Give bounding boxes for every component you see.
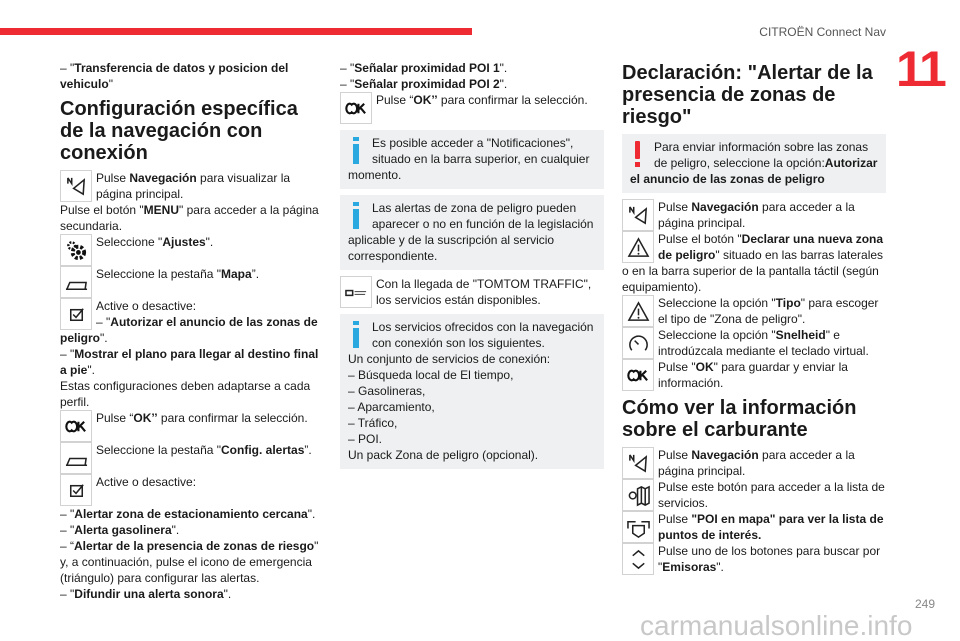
paragraph [60,522,324,538]
column-2 [340,60,604,475]
text-run: ". [307,507,316,521]
warning-note [622,134,886,193]
info-note [340,130,604,189]
text-run: – " [60,347,75,361]
paragraph [340,60,604,76]
text-run: – Gasolineras, [348,384,426,398]
bold-text: Alerta gasolinera [74,523,172,537]
text-run: ". [499,77,508,91]
gear-icon [60,234,92,266]
navigation-icon [622,199,654,231]
page-number: 249 [915,597,936,611]
text-run: Para enviar información sobre las zonas de peligro, seleccione la opción: [654,140,869,170]
text-run: Estas configuraciones deben adaptarse a cada perfil. [60,379,311,409]
ok-icon [60,410,92,442]
tab-icon [60,266,92,298]
navigation-icon [622,447,654,479]
text-run: ". [87,363,95,377]
bold-text: Alertar de la presencia de zonas de riesgo [74,539,315,553]
paragraph [60,346,324,378]
text-run: para confirmar la selección. [157,411,308,425]
info-icon [348,200,366,230]
instruction-step [622,447,886,479]
paragraph [60,506,324,522]
paragraph [60,538,324,586]
text-run: Pulse [96,171,130,185]
bold-text: Emisoras [662,560,717,574]
bold-text: Config. alertas [221,443,305,457]
warning-icon [622,231,654,263]
text-run: " para guardar y enviar la información. [658,360,848,390]
text-run: Pulse el botón " [658,232,742,246]
text-run: Un pack Zona de peligro (opcional). [348,448,539,462]
speedometer-icon [622,327,654,359]
instruction-step [622,295,886,327]
instruction-step [622,359,886,391]
info-note [340,314,604,469]
text-run: Pulse “ [96,411,134,425]
paragraph [60,586,324,602]
bold-text: Alertar zona de estacionamiento cercana [74,507,308,521]
instruction-step [622,199,886,231]
checkbox-icon [60,474,92,506]
chapter-number: 11 [896,41,945,97]
bold-text: Autorizar el anuncio de las zonas de peligro [60,315,318,345]
text-run: ”. [304,443,312,457]
bold-text: OK’’ [133,411,158,425]
text-run: Seleccione " [96,235,163,249]
instruction-step [60,442,324,474]
text-run: Seleccione la pestaña " [96,267,222,281]
text-run: Seleccione la opción " [658,328,776,342]
text-run: Seleccione la opción " [658,296,776,310]
bold-text: "POI en mapa" para ver la lista de puntos de interés. [658,512,884,542]
text-run: Un conjunto de servicios de conexión: [348,352,551,366]
paragraph [60,378,324,410]
instruction-step [60,298,324,346]
warning-icon [622,295,654,327]
text-run: – " [60,587,75,601]
text-run: Seleccione la pestaña " [96,443,222,457]
checkbox-icon [60,298,92,330]
instruction-step [60,474,324,506]
text-run: para visualizar la página principal. [96,171,291,201]
text-run: " y, a continuación, pulse el icono de emergencia (triángulo) para configurar las alertas. [60,539,319,585]
text-run: Active o desactive: [96,299,197,313]
text-run: – " [340,77,355,91]
bold-text: Declaración: "Alertar de la presencia de zonas de riesgo" [622,62,873,128]
text-run: para acceder a la página principal. [658,200,855,230]
section-heading [622,62,886,128]
bold-text: Señalar proximidad POI 2 [354,77,500,91]
bold-text: Transferencia de datos y posicion del vehiculo [60,61,289,91]
text-run: ". [171,523,180,537]
bold-text: Navegación [129,171,197,185]
instruction-step [60,170,324,202]
bold-text: Snelheid [775,328,826,342]
paragraph [60,60,324,92]
instruction-step [60,410,324,442]
text-run: Pulse “ [376,93,414,107]
text-run: " situado en las barras laterales o en la barra superior de la pantalla táctil (según equipamiento). [622,248,884,294]
bold-text: MENU [143,203,179,217]
text-run: – “ [60,539,75,553]
paragraph [340,76,604,92]
paragraph [60,202,324,234]
column-1 [60,60,324,602]
watermark: carmanualsonline.info [640,610,913,641]
instruction-step [622,543,886,575]
ok-icon [622,359,654,391]
navigation-icon [60,170,92,202]
text-run: Con la llegada de "TOMTOM TRAFFIC", los servicios están disponibles. [376,277,592,307]
section-heading [60,98,324,164]
text-run: " para escoger el tipo de "Zona de peligro". [658,296,879,326]
text-run: para acceder a la página principal. [658,448,855,478]
text-run: Las alertas de zona de peligro pueden aparecer o no en función de la legislación aplicable y de la suscripción al servicio correspondiente. [348,201,594,263]
updown-icon [622,543,654,575]
instruction-step [340,276,604,308]
services-icon [622,479,654,511]
text-run: – " [60,61,75,75]
text-run: " e introdúzcala mediante el teclado virtual. [658,328,869,358]
poi-icon [622,511,654,543]
text-run: Es posible acceder a "Notificaciones", situado en la barra superior, en cualquier momento. [348,136,590,182]
text-run: Los servicios ofrecidos con la navegación con conexión son los siguientes. [372,320,594,350]
text-run: Pulse [658,512,692,526]
bold-text: OK’’ [413,93,438,107]
text-run: Pulse [658,200,692,214]
text-run: Pulse " [658,360,696,374]
instruction-step [622,327,886,359]
text-run: ". [100,331,108,345]
text-run: ". [716,560,724,574]
instruction-step [622,479,886,511]
text-run: " [108,77,113,91]
text-run: – " [60,523,75,537]
tomtom-icon [340,276,372,308]
text-run: Active o desactive: [96,475,197,489]
text-run: – POI. [348,432,383,446]
text-run: Pulse este botón para acceder a la lista de servicios. [658,480,885,510]
instruction-step [60,266,324,298]
bold-text: Autorizar el anuncio de las zonas de peligro [630,156,878,186]
text-run: Pulse uno de los botones para buscar por " [658,544,881,574]
text-run: " para acceder a la página secundaria. [60,203,319,233]
text-run: para confirmar la selección. [437,93,588,107]
info-note [340,195,604,270]
text-run: ". [205,235,214,249]
info-icon [348,135,366,165]
instruction-step [622,231,886,295]
bold-text: Ajustes [162,235,206,249]
bold-text: Configuración específica de la navegación con conexión [60,98,298,164]
column-3 [622,56,886,575]
text-run: – Tráfico, [348,416,398,430]
info-icon [348,319,366,349]
text-run: ”. [251,267,260,281]
text-run: ". [499,61,508,75]
bold-text: Navegación [691,448,759,462]
ok-icon [340,92,372,124]
text-run: ". [223,587,232,601]
text-run: Pulse el botón " [60,203,144,217]
text-run: – " [340,61,355,75]
bold-text: Cómo ver la información sobre el carburante [622,397,857,441]
running-title: CITROËN Connect Nav [759,25,886,39]
bold-text: Navegación [691,200,759,214]
section-heading [622,397,886,441]
tab-icon [60,442,92,474]
warning-icon [630,139,648,169]
text-run: – " [60,507,75,521]
bold-text: Señalar proximidad POI 1 [354,61,500,75]
bold-text: Tipo [775,296,801,310]
text-run: – Aparcamiento, [348,400,435,414]
bold-text: Difundir una alerta sonora [74,587,224,601]
text-run: – Búsqueda local de El tiempo, [348,368,514,382]
bold-text: OK [695,360,714,374]
instruction-step [622,511,886,543]
bold-text: Mapa [221,267,252,281]
text-run: – " [96,315,111,329]
bold-text: Mostrar el plano para llegar al destino final a pie [60,347,319,377]
text-run: Pulse [658,448,692,462]
bold-text: Declarar una nueva zona de peligro [658,232,884,262]
header-accent-bar [0,28,472,35]
instruction-step [340,92,604,124]
instruction-step [60,234,324,266]
